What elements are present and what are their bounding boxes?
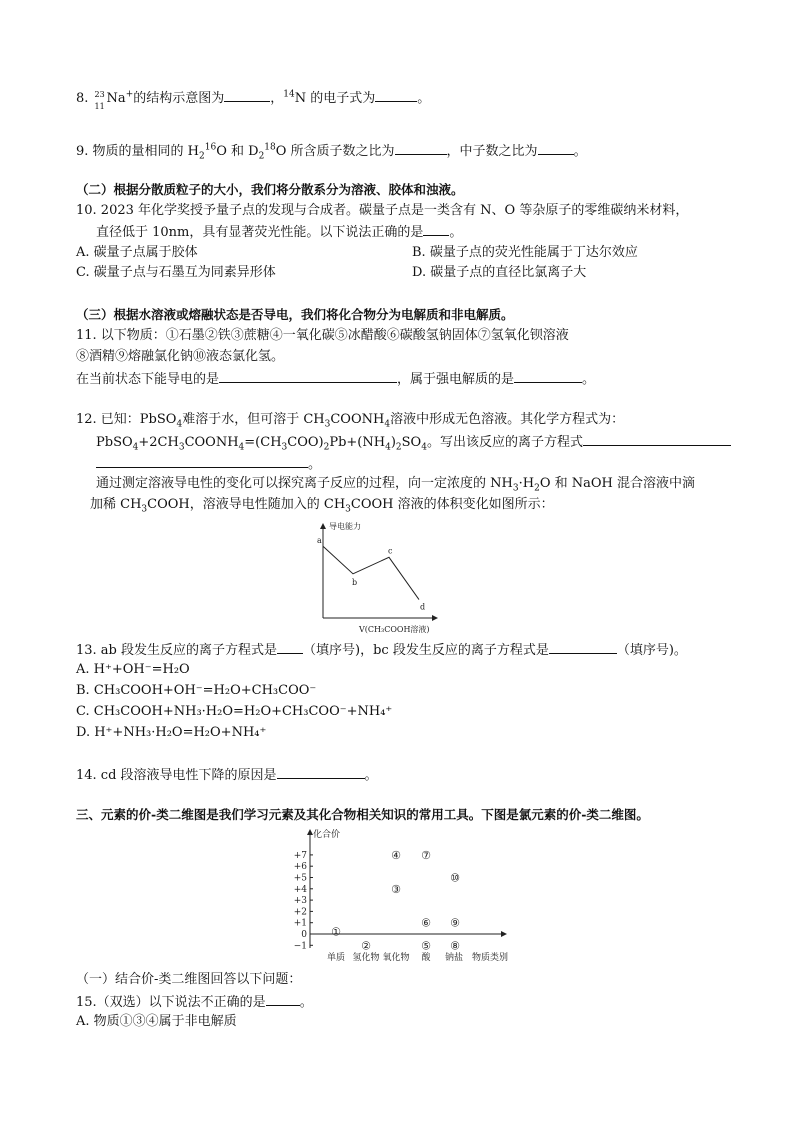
q12-line2: $PbSO_4+2CH_3COONH_4=(CH_3COO)_2Pb+(NH_4)_2SO_4$。写出该反应的离子方程式 <box>96 432 731 452</box>
marker-④: ④ <box>391 848 401 862</box>
y-axis-label: 导电能力 <box>329 522 361 531</box>
q12-para1: 通过测定溶液导电性的变化可以探究离子反应的过程，向一定浓度的 $NH_3\cdot H_2O$ 和 NaOH 混合溶液中滴 <box>96 476 695 494</box>
y-tick-label: +4 <box>293 884 307 895</box>
q8: 8. 23 11 Na+的结构示意图为 ，$^{14}$N 的电子式为 。 <box>76 89 431 111</box>
q13-option-b[interactable]: B. CH₃COOH+OH⁻=H₂O+CH₃COO⁻ <box>76 683 317 698</box>
category-label: 酸 <box>421 953 431 963</box>
q10-option-d[interactable]: D. 碳量子点的直径比氯离子大 <box>412 265 587 280</box>
marker-②: ② <box>361 939 371 953</box>
conductivity-line <box>323 546 419 599</box>
q10-option-c[interactable]: C. 碳量子点与石墨互为同素异形体 <box>76 265 276 280</box>
section3-heading: （三）根据水溶液或熔融状态是否导电，我们将化合物分为电解质和非电解质。 <box>76 307 514 322</box>
y-tick-label: −1 <box>293 941 307 952</box>
conductivity-graph <box>305 518 445 638</box>
answer-blank[interactable] <box>514 369 582 383</box>
marker-①: ① <box>331 925 341 939</box>
marker-⑦: ⑦ <box>421 848 431 862</box>
section-three-heading: 三、元素的价-类二维图是我们学习元素及其化合物相关知识的常用工具。下图是氯元素的价-类二维图。 <box>76 807 649 822</box>
y-tick-label: +7 <box>293 850 307 861</box>
category-label: 单质 <box>326 953 346 963</box>
q11-line1: 11. 以下物质：①石墨②铁③蔗糖④一氧化碳⑤冰醋酸⑥碳酸氢钠固体⑦氢氧化钡溶液 <box>76 328 569 343</box>
q11-line3: 在当前状态下能导电的是 ，属于强电解质的是 。 <box>76 369 595 389</box>
answer-blank[interactable] <box>583 432 731 446</box>
category-label: 氢化物 <box>352 953 380 963</box>
category-label: 钠盐 <box>444 953 464 963</box>
q13-option-c[interactable]: C. CH₃COOH+NH₃·H₂O=H₂O+CH₃COO⁻+NH₄⁺ <box>76 704 393 719</box>
marker-⑧: ⑧ <box>450 939 460 953</box>
q12-line3: 。 <box>96 454 321 474</box>
q12-para2: 加稀 $CH_3COOH$，溶液导电性随加入的 $CH_3COOH$ 溶液的体积变化如图所示： <box>90 497 554 515</box>
answer-blank[interactable] <box>423 222 449 236</box>
point-label-b: b <box>352 577 358 587</box>
q9: 9. 物质的量相同的 $H_2^{16}O$ 和 $D_2^{18}O$ 所含质子数之比为 ，中子数之比为 。 <box>76 142 587 162</box>
answer-blank[interactable] <box>266 992 300 1006</box>
point-label-c: c <box>388 546 393 556</box>
y-tick-label: +5 <box>293 873 307 884</box>
answer-blank[interactable] <box>549 640 617 654</box>
q10-line1: 10. 2023 年化学奖授予量子点的发现与合成者。碳量子点是一类含有 N、O 等杂原子的零维碳纳米材料， <box>76 203 689 218</box>
marker-⑤: ⑤ <box>421 939 431 953</box>
q11-line2: ⑧酒精⑨熔融氯化钠⑩液态氯化氢。 <box>76 349 285 364</box>
q14: 14. cd 段溶液导电性下降的原因是 。 <box>76 765 378 785</box>
q13: 13. ab 段发生反应的离子方程式是 （填序号)，bc 段发生反应的离子方程式是 （填序号)。 <box>76 640 687 660</box>
y-tick-label: +2 <box>293 907 307 918</box>
x-axis-label: V(CH₃COOH溶液) <box>359 625 430 634</box>
q13-option-a[interactable]: A. H⁺+OH⁻=H₂O <box>76 662 190 677</box>
marker-⑩: ⑩ <box>450 871 460 885</box>
q15-option-a[interactable]: A. 物质①③④属于非电解质 <box>76 1014 237 1029</box>
answer-blank[interactable] <box>538 141 574 155</box>
q10-option-b[interactable]: B. 碳量子点的荧光性能属于丁达尔效应 <box>412 245 638 260</box>
q15: 15.（双选）以下说法不正确的是 。 <box>76 992 313 1012</box>
marker-③: ③ <box>391 882 401 896</box>
point-label-d: d <box>420 602 426 612</box>
answer-blank[interactable] <box>96 454 308 468</box>
answer-blank[interactable] <box>277 640 303 654</box>
y-tick-label: 0 <box>301 930 307 940</box>
q12-line1: 12. 已知：PbSO$_4$难溶于水，但可溶于 $CH_3COONH_4$溶液中形成无色溶液。其化学方程式为： <box>76 412 625 430</box>
q10-option-a[interactable]: A. 碳量子点属于胶体 <box>76 245 198 260</box>
y-tick-label: +1 <box>293 918 307 929</box>
x-axis-title: 物质类别 <box>472 953 509 963</box>
isotope-na: 23 11 <box>94 89 105 111</box>
y-tick-label: +6 <box>293 862 307 873</box>
y-axis-title: 化合价 <box>313 830 341 840</box>
marker-⑥: ⑥ <box>421 916 431 930</box>
point-label-a: a <box>317 536 322 546</box>
category-label: 氧化物 <box>382 953 410 963</box>
answer-blank[interactable] <box>395 141 447 155</box>
answer-blank[interactable] <box>277 765 365 779</box>
answer-blank[interactable] <box>219 369 397 383</box>
q13-option-d[interactable]: D. H⁺+NH₃·H₂O=H₂O+NH₄⁺ <box>76 725 267 740</box>
answer-blank[interactable] <box>375 88 417 102</box>
valence-class-chart <box>284 826 520 968</box>
section2-heading: （二）根据分散质粒子的大小，我们将分散系分为溶液、胶体和浊液。 <box>76 182 464 197</box>
y-tick-label: +3 <box>293 896 307 907</box>
q10-line2: 直径低于 10nm，具有显著荧光性能。以下说法正确的是 。 <box>96 222 462 242</box>
answer-blank[interactable] <box>224 88 270 102</box>
marker-⑨: ⑨ <box>450 916 460 930</box>
q15-sub: （一）结合价-类二维图回答以下问题： <box>76 972 302 987</box>
